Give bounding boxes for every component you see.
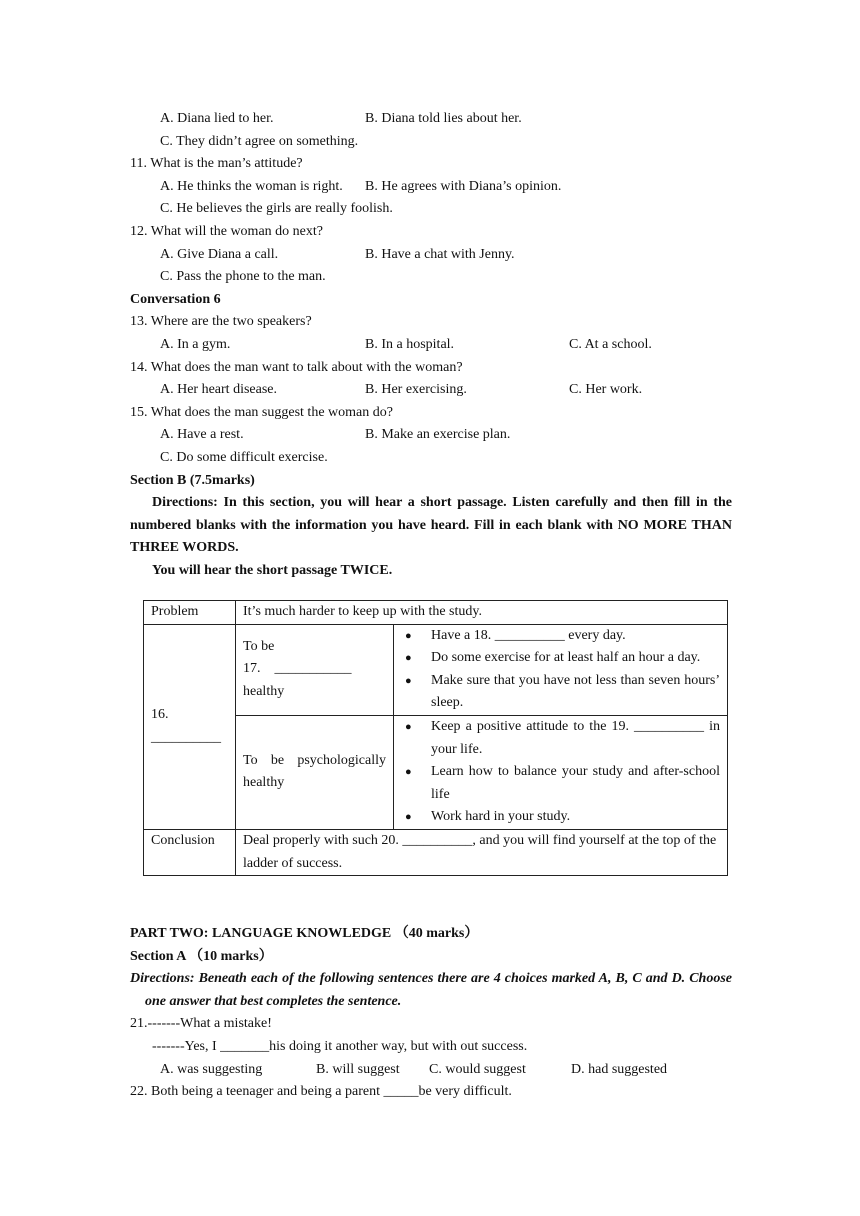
physical-label-line1: To be xyxy=(243,638,275,654)
table-row-conclusion xyxy=(144,829,728,875)
psych-item-19: ● Keep a positive attitude to the 19. __________ in your life. xyxy=(401,716,720,761)
q12-option-b: B. Have a chat with Jenny. xyxy=(365,246,515,262)
conclusion-text: Deal properly with such 20. __________, and you will find yourself at the top of the ladder of success. xyxy=(236,829,728,875)
q22-stem: 22. Both being a teenager and being a parent _____be very difficult. xyxy=(130,1084,512,1100)
q10-option-b: B. Diana told lies about her. xyxy=(365,111,522,126)
physical-item-18: ● Have a 18. __________ every day. xyxy=(401,625,720,648)
part-two-directions: Directions: Beneath each of the following sentences there are 4 choices marked A, B, C and D. Choose one answer that best completes the sentence. xyxy=(130,971,732,1009)
problem-label: Problem xyxy=(144,601,236,625)
exam-page xyxy=(130,108,732,582)
psych-item-balance: ● Learn how to balance your study and after-school life xyxy=(401,761,720,806)
conversation-6-heading: Conversation 6 xyxy=(130,291,221,307)
q12-option-a: A. Give Diana a call. xyxy=(160,246,279,262)
q21-line1: 21.-------What a mistake! xyxy=(130,1016,272,1032)
q11-option-a: A. He thinks the woman is right. xyxy=(160,178,343,194)
part-two-heading: PART TWO: LANGUAGE KNOWLEDGE （40 marks） xyxy=(130,926,479,941)
q15-option-a: A. Have a rest. xyxy=(160,427,244,443)
q12-options-row1 xyxy=(130,244,732,267)
q13-options xyxy=(130,334,732,357)
section-b-heading: Section B (7.5marks) xyxy=(130,472,255,488)
psych-items-list xyxy=(401,716,720,829)
q10-option-c: C. They didn’t agree on something. xyxy=(160,133,359,149)
q11-stem: 11. What is the man’s attitude? xyxy=(130,156,303,172)
blank-16-number: 16. xyxy=(151,707,169,723)
physical-item-sleep: ● Make sure that you have not less than seven hours’ sleep. xyxy=(401,670,720,715)
physical-items-cell xyxy=(394,624,728,715)
physical-label-line2: 17. ___________ xyxy=(243,661,352,677)
q10-options-row1 xyxy=(130,108,732,131)
passage-table xyxy=(143,600,728,876)
section-b-twice: You will hear the short passage TWICE. xyxy=(152,562,393,578)
blank-16-line: __________ xyxy=(151,729,221,745)
q13-option-a: A. In a gym. xyxy=(160,336,231,352)
q21-option-c: C. would suggest xyxy=(429,1061,526,1077)
q12-option-c: C. Pass the phone to the man. xyxy=(160,269,326,285)
part-two-block xyxy=(130,923,732,1104)
part-two-section-a: Section A （10 marks） xyxy=(130,948,273,964)
q14-option-b: B. Her exercising. xyxy=(365,382,467,398)
physical-item-exercise: ● Do some exercise for at least half an hour a day. xyxy=(401,647,720,670)
q15-options-row1 xyxy=(130,424,732,447)
q13-option-b: B. In a hospital. xyxy=(365,336,455,352)
q11-option-c: C. He believes the girls are really foolish. xyxy=(160,201,393,217)
problem-text: It’s much harder to keep up with the study. xyxy=(236,601,728,625)
q13-stem: 13. Where are the two speakers? xyxy=(130,314,312,330)
q12-stem: 12. What will the woman do next? xyxy=(130,223,323,239)
q21-option-a: A. was suggesting xyxy=(160,1061,263,1077)
q11-options-row1 xyxy=(130,176,732,199)
psych-items-cell xyxy=(394,715,728,829)
psych-item-work: ● Work hard in your study. xyxy=(401,806,720,829)
physical-items-list xyxy=(401,625,720,715)
physical-label-cell xyxy=(236,624,394,715)
physical-label-line3: healthy xyxy=(243,684,285,700)
q21-option-d: D. had suggested xyxy=(571,1061,668,1077)
conclusion-label: Conclusion xyxy=(144,829,236,875)
q15-stem: 15. What does the man suggest the woman do? xyxy=(130,404,393,420)
q13-option-c: C. At a school. xyxy=(569,336,652,352)
q14-option-c: C. Her work. xyxy=(569,382,643,398)
section-b-directions: Directions: In this section, you will hear a short passage. Listen carefully and then fill in the numbered blanks with the information you have heard. Fill in each blank with NO MORE THAN THREE WORDS. xyxy=(130,495,732,556)
q14-options xyxy=(130,379,732,402)
q21-option-b: B. will suggest xyxy=(316,1061,400,1077)
q11-option-b: B. He agrees with Diana’s opinion. xyxy=(365,178,562,194)
psych-label: To be psychologically healthy xyxy=(236,715,394,829)
q14-stem: 14. What does the man want to talk about with the woman? xyxy=(130,359,463,375)
table-row-physical xyxy=(144,624,728,715)
q14-option-a: A. Her heart disease. xyxy=(160,382,278,398)
q15-option-b: B. Make an exercise plan. xyxy=(365,427,511,443)
blank-16-cell xyxy=(144,624,236,829)
q21-options xyxy=(130,1059,732,1082)
q15-option-c: C. Do some difficult exercise. xyxy=(160,449,328,465)
q10-option-a: A. Diana lied to her. xyxy=(160,111,274,126)
q21-line2: -------Yes, I _______his doing it another way, but with out success. xyxy=(152,1038,528,1054)
table-row-problem xyxy=(144,601,728,625)
